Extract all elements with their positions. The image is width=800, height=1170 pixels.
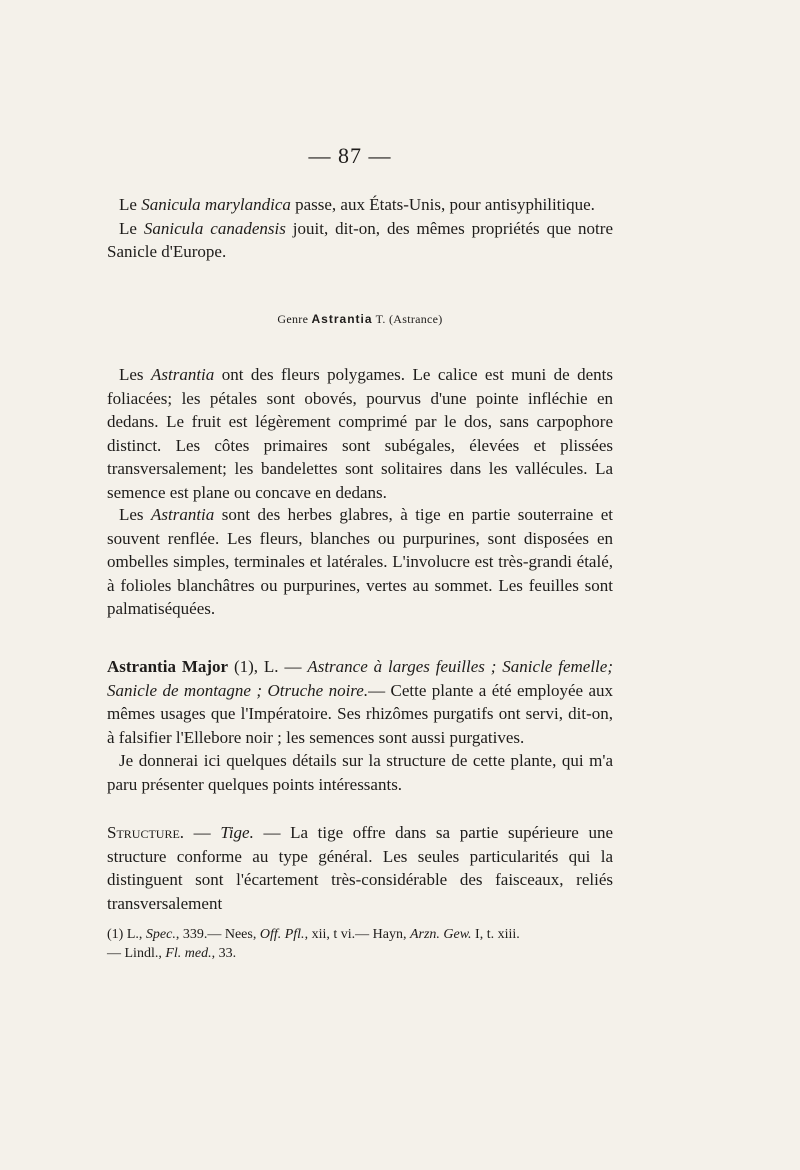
text: , 33. [211,946,237,961]
text: , xii, t vi.— Hayn, [304,927,410,942]
genus-name: Astrantia [151,505,215,524]
genre-name: Astrantia [311,312,373,326]
paragraph-habit [107,503,613,621]
species-name: Sanicula marylandica [141,195,291,214]
text: Les [119,365,151,384]
text: Le [119,218,144,238]
text: — [184,823,221,842]
species-heading: Astrantia Major [107,657,229,676]
subsection-label: Tige. [220,823,254,842]
common-names: Astrance à larges feuilles ; Sanicle femelle; Sanicle de montagne ; Otruche noire. [107,657,613,700]
text: Je donnerai ici quelques détails sur la structure de cette plante, qui m'a paru présenter quelques points intéressants. [107,751,613,794]
footnote [107,925,613,963]
citation-title: Off. Pfl. [259,927,305,942]
section-label: Structure. [107,823,185,842]
species-name: Sanicula canadensis [143,218,286,238]
paragraph-astrantia-major [107,655,613,797]
text: , 339.— Nees, [175,927,260,942]
citation-title: Fl. med. [165,946,212,961]
genre-heading [0,312,720,327]
paragraph-sanicula [107,193,613,264]
paragraph-description [107,363,613,505]
citation-title: Spec. [145,927,176,942]
text: jouit, dit-on, des mêmes propriétés que notre Sanicle d'Europe. [107,218,613,262]
text: — Cette plante a été employée aux mêmes usages que l'Impératoire. Ses rhizômes purgatifs ont servi, dit-on, à falsifier l'Ellebore noir ; les semences sont aussi purgatives. [107,680,613,747]
text: ont des fleurs polygames. Le calice est muni de dents foliacées; les pétales sont obovés, pourvus d'une pointe infléchie en dedans. Le fruit est légèrement comprimé par le dos, sans carpophore distinct. Les côtes primaires sont subégales, élevées et plissées transversalement; les bandelettes sont solitaires dans les vallécules. La semence est plane ou concave en dedans. [107,365,614,502]
text: passe, aux États-Unis, pour antisyphilitique. [290,195,595,214]
text: — La tige offre dans sa partie supérieure une structure conforme au type général. Les seules particularités qui la distinguent sont l'écartement très-considérable des faisceaux, reliés transversalement [107,823,614,913]
citation-title: Arzn. Gew. [409,927,472,942]
text: (1) L., [107,927,146,942]
text: sont des herbes glabres, à tige en partie souterraine et souvent renflée. Les fleurs, blanches ou purpurines, sont disposées en ombelles simples, terminales et latérales. L'involucre est très-grandi étalé, à folioles blanchâtres ou purpurines, vertes au sommet. Les feuilles sont palmatiséquées. [107,505,614,619]
paragraph-structure [107,821,613,915]
text: I, t. xiii. [471,927,520,942]
page-number: — 87 — [308,143,392,168]
text: (1), L. — [228,657,308,676]
genus-name: Astrantia [151,365,215,384]
text: Les [119,505,151,524]
genre-suffix: T. (Astrance) [375,312,443,326]
text: — Lindl., [107,946,166,961]
text: Le [119,195,142,214]
genre-prefix: Genre [277,312,309,326]
